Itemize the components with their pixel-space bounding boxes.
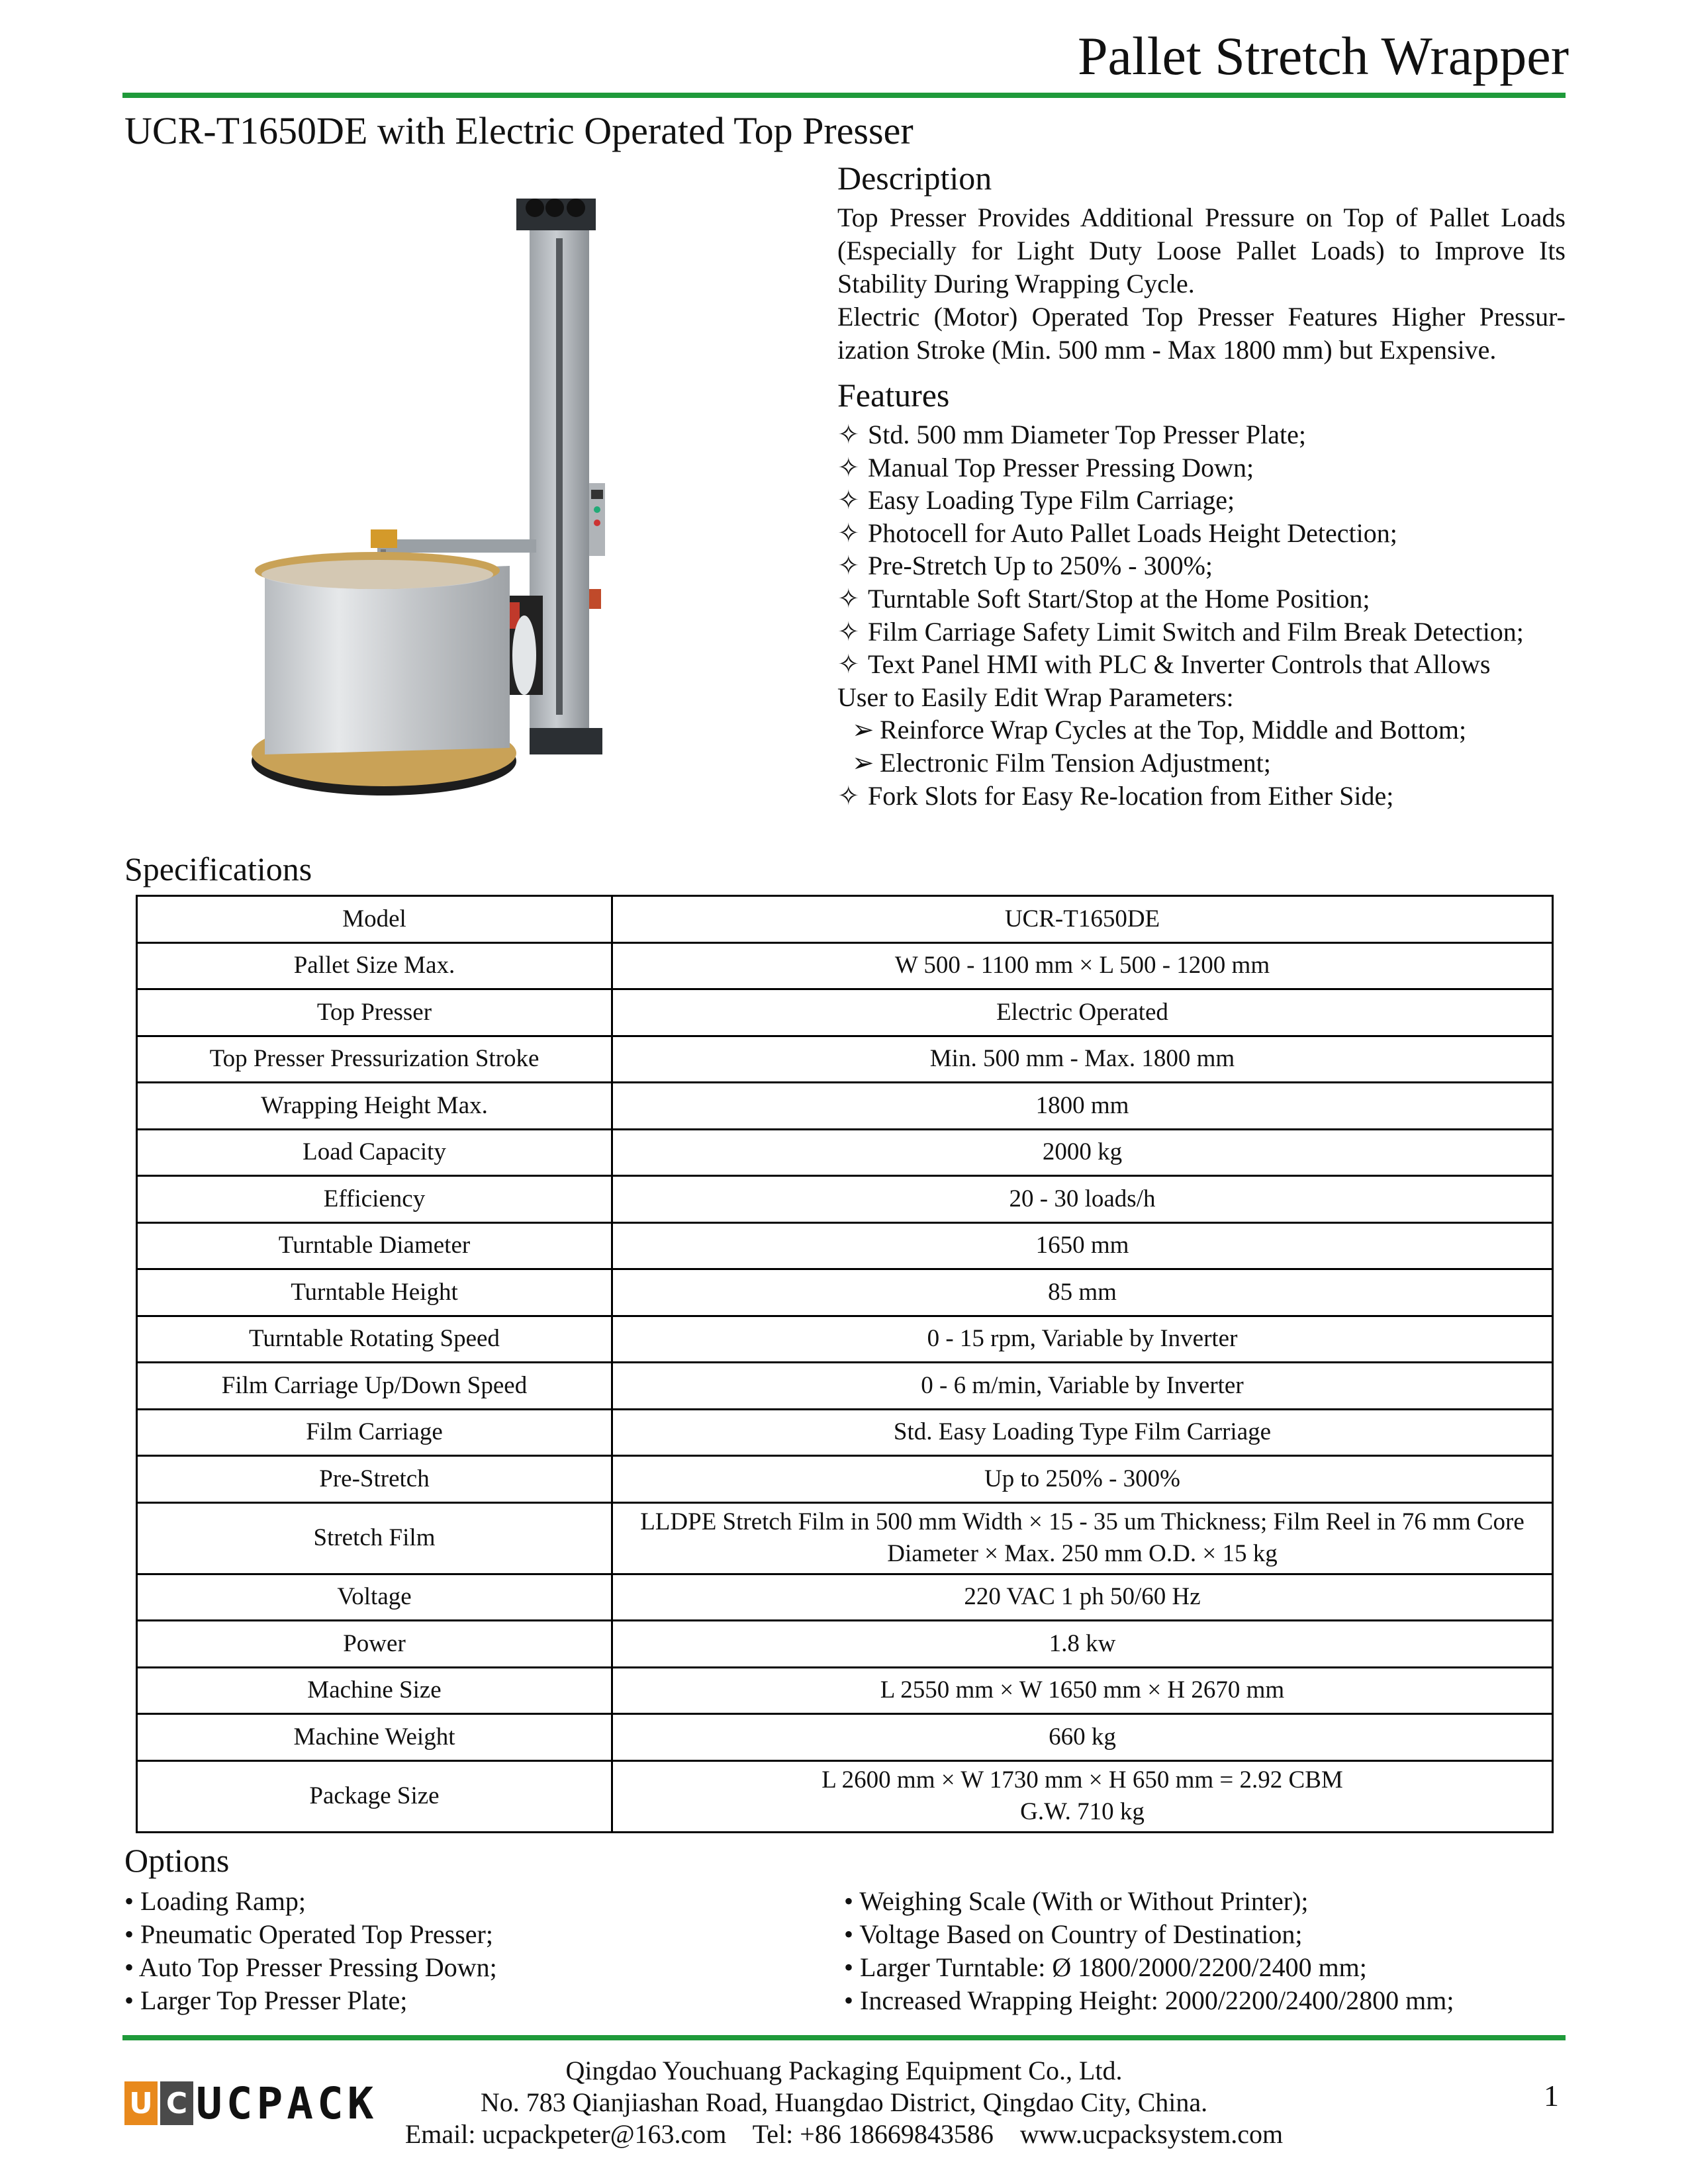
spec-row — [137, 1621, 1553, 1668]
description-line: Electric (Motor) Operated Top Presser Features Higher Pressur- — [837, 302, 1566, 332]
spec-label: Pallet Size Max. — [137, 942, 612, 989]
spec-value-line: 0 - 6 m/min, Variable by Inverter — [921, 1371, 1244, 1399]
spec-value-line: 660 kg — [1049, 1723, 1116, 1751]
arrow-bullet-icon: ➢ — [852, 747, 874, 778]
spec-value-line: 2000 kg — [1042, 1138, 1123, 1166]
feature-sub-item: ➢ Reinforce Wrap Cycles at the Top, Middle and Bottom; — [837, 713, 1566, 747]
spec-value-line: Min. 500 mm - Max. 1800 mm — [929, 1045, 1235, 1073]
diamond-bullet-icon: ✧ — [837, 518, 860, 548]
spec-value-line: 220 VAC 1 ph 50/60 Hz — [964, 1583, 1201, 1611]
diamond-bullet-icon: ✧ — [837, 616, 860, 647]
footer-contact: Email: ucpackpeter@163.com Tel: +86 18669843586 www.ucpacksystem.com — [404, 2119, 1284, 2149]
spec-label: Turntable Height — [137, 1269, 612, 1316]
page-title: Pallet Stretch Wrapper — [1077, 26, 1569, 86]
feature-continuation: User to Easily Edit Wrap Parameters: — [837, 682, 1234, 712]
spec-value-line: LLDPE Stretch Film in 500 mm Width × 15 - 35 um Thickness; Film Reel in 76 mm Core — [640, 1508, 1524, 1535]
specifications-heading: Specifications — [124, 850, 312, 887]
spec-row — [137, 1714, 1553, 1761]
spec-value — [612, 942, 1553, 989]
options-heading: Options — [124, 1842, 230, 1879]
feature-item: ✧ Photocell for Auto Pallet Loads Height Detection; — [837, 517, 1566, 550]
spec-label: Stretch Film — [137, 1502, 612, 1574]
diamond-bullet-icon: ✧ — [837, 420, 860, 449]
spec-label: Voltage — [137, 1574, 612, 1621]
diamond-bullet-icon: ✧ — [837, 452, 860, 482]
spec-row — [137, 1176, 1553, 1223]
spec-row — [137, 896, 1553, 943]
options-right-column — [844, 1885, 1454, 2017]
spec-label: Pre-Stretch — [137, 1456, 612, 1503]
options-left-column — [124, 1885, 497, 2017]
spec-row — [137, 1409, 1553, 1456]
spec-row — [137, 1129, 1553, 1176]
spec-value — [612, 1269, 1553, 1316]
spec-row — [137, 1760, 1553, 1832]
spec-value-line: 85 mm — [1048, 1278, 1117, 1306]
spec-value-line: 1.8 kw — [1049, 1629, 1116, 1657]
option-item: • Increased Wrapping Height: 2000/2200/2400/2800 mm; — [844, 1985, 1454, 2015]
feature-sub-item: ➢ Electronic Film Tension Adjustment; — [837, 747, 1566, 780]
footer-contact-block — [314, 2055, 1374, 2150]
spec-value — [612, 1667, 1553, 1714]
feature-item: ✧ Easy Loading Type Film Carriage; — [837, 484, 1566, 517]
spec-value — [612, 1621, 1553, 1668]
spec-value — [612, 1222, 1553, 1269]
spec-row — [137, 1667, 1553, 1714]
machine-photo — [238, 179, 635, 814]
spec-label: Film Carriage Up/Down Speed — [137, 1363, 612, 1410]
description-body — [837, 201, 1566, 367]
diamond-bullet-icon: ✧ — [837, 485, 860, 516]
spec-label: Wrapping Height Max. — [137, 1083, 612, 1130]
spec-row — [137, 1036, 1553, 1083]
spec-value — [612, 1409, 1553, 1456]
logo-letter-u: U — [124, 2081, 158, 2125]
spec-value — [612, 1760, 1553, 1832]
spec-label: Top Presser — [137, 989, 612, 1036]
spec-label: Turntable Diameter — [137, 1222, 612, 1269]
spec-label: Machine Size — [137, 1667, 612, 1714]
spec-row — [137, 1502, 1553, 1574]
option-item: • Larger Top Presser Plate; — [124, 1985, 408, 2015]
diamond-bullet-icon: ✧ — [837, 551, 860, 581]
spec-value — [612, 1129, 1553, 1176]
spec-value — [612, 1363, 1553, 1410]
page-number: 1 — [1544, 2079, 1559, 2113]
spec-value-line: 1650 mm — [1035, 1232, 1129, 1259]
spec-label: Package Size — [137, 1760, 612, 1832]
spec-value-line: UCR-T1650DE — [1004, 905, 1160, 933]
spec-label: Power — [137, 1621, 612, 1668]
logo-wordmark: UCPACK — [196, 2077, 378, 2129]
product-subtitle: UCR-T1650DE with Electric Operated Top Presser — [124, 109, 914, 152]
spec-row — [137, 1316, 1553, 1363]
spec-row — [137, 1222, 1553, 1269]
description-line: Stability During Wrapping Cycle. — [837, 269, 1195, 298]
option-item: • Weighing Scale (With or Without Printer); — [844, 1886, 1309, 1916]
feature-item: ✧ Std. 500 mm Diameter Top Presser Plate; — [837, 418, 1566, 451]
spec-label: Load Capacity — [137, 1129, 612, 1176]
footer-company: Qingdao Youchuang Packaging Equipment Co., Ltd. — [565, 2056, 1123, 2085]
feature-item: ✧ Turntable Soft Start/Stop at the Home Position; — [837, 582, 1566, 615]
spec-value-line: Diameter × Max. 250 mm O.D. × 15 kg — [887, 1540, 1278, 1567]
spec-value-line: Electric Operated — [996, 998, 1168, 1026]
description-line: Top Presser Provides Additional Pressure on Top of Pallet Loads — [837, 203, 1566, 232]
spec-value-line: W 500 - 1100 mm × L 500 - 1200 mm — [894, 952, 1270, 979]
feature-item: ✧ Pre-Stretch Up to 250% - 300%; — [837, 549, 1566, 582]
logo-letter-c: C — [160, 2081, 193, 2125]
arrow-bullet-icon: ➢ — [852, 715, 874, 745]
spec-label: Model — [137, 896, 612, 943]
spec-row — [137, 1574, 1553, 1621]
feature-item: ✧ Fork Slots for Easy Re-location from Either Side; — [837, 780, 1566, 813]
spec-value-line: 20 - 30 loads/h — [1009, 1185, 1156, 1212]
spec-label: Film Carriage — [137, 1409, 612, 1456]
spec-value — [612, 1714, 1553, 1761]
spec-value — [612, 1456, 1553, 1503]
spec-value-line: L 2550 mm × W 1650 mm × H 2670 mm — [880, 1676, 1285, 1704]
spec-value-line: Std. Easy Loading Type Film Carriage — [893, 1418, 1272, 1446]
features-list — [837, 418, 1566, 812]
header-rule — [122, 93, 1566, 98]
spec-row — [137, 989, 1553, 1036]
spec-row — [137, 942, 1553, 989]
spec-value — [612, 989, 1553, 1036]
spec-row — [137, 1363, 1553, 1410]
diamond-bullet-icon: ✧ — [837, 780, 860, 811]
feature-item: ✧ Manual Top Presser Pressing Down; — [837, 451, 1566, 484]
spec-label: Turntable Rotating Speed — [137, 1316, 612, 1363]
spec-value-line: 1800 mm — [1035, 1091, 1129, 1119]
spec-label: Efficiency — [137, 1176, 612, 1223]
specifications-table — [136, 895, 1554, 1833]
diamond-bullet-icon: ✧ — [837, 649, 860, 680]
spec-value — [612, 896, 1553, 943]
spec-value — [612, 1502, 1553, 1574]
option-item: • Loading Ramp; — [124, 1886, 306, 1916]
spec-value-line: Up to 250% - 300% — [984, 1465, 1180, 1492]
description-line: ization Stroke (Min. 500 mm - Max 1800 mm) but Expensive. — [837, 335, 1497, 365]
footer-address: No. 783 Qianjiashan Road, Huangdao District, Qingdao City, China. — [480, 2087, 1208, 2117]
spec-value — [612, 1316, 1553, 1363]
spec-value-line: 0 - 15 rpm, Variable by Inverter — [927, 1325, 1238, 1353]
description-heading: Description — [837, 159, 992, 197]
spec-label: Machine Weight — [137, 1714, 612, 1761]
feature-item: ✧ Film Carriage Safety Limit Switch and Film Break Detection; — [837, 615, 1566, 649]
spec-label: Top Presser Pressurization Stroke — [137, 1036, 612, 1083]
spec-value-line: G.W. 710 kg — [1020, 1798, 1145, 1825]
option-item: • Auto Top Presser Pressing Down; — [124, 1952, 497, 1982]
spec-value — [612, 1574, 1553, 1621]
diamond-bullet-icon: ✧ — [837, 583, 860, 614]
pallet-wrapper-illustration — [238, 179, 635, 814]
spec-row — [137, 1083, 1553, 1130]
footer-rule — [122, 2035, 1566, 2040]
description-line: (Especially for Light Duty Loose Pallet Loads) to Improve Its — [837, 236, 1566, 265]
features-heading: Features — [837, 377, 950, 414]
spec-row — [137, 1269, 1553, 1316]
spec-value — [612, 1083, 1553, 1130]
option-item: • Pneumatic Operated Top Presser; — [124, 1919, 493, 1949]
feature-item: ✧ Text Panel HMI with PLC & Inverter Controls that Allows — [837, 648, 1566, 681]
option-item: • Voltage Based on Country of Destination; — [844, 1919, 1303, 1949]
spec-row — [137, 1456, 1553, 1503]
spec-value — [612, 1176, 1553, 1223]
option-item: • Larger Turntable: Ø 1800/2000/2200/2400 mm; — [844, 1952, 1367, 1982]
spec-value-line: L 2600 mm × W 1730 mm × H 650 mm = 2.92 CBM — [821, 1766, 1343, 1794]
spec-value — [612, 1036, 1553, 1083]
